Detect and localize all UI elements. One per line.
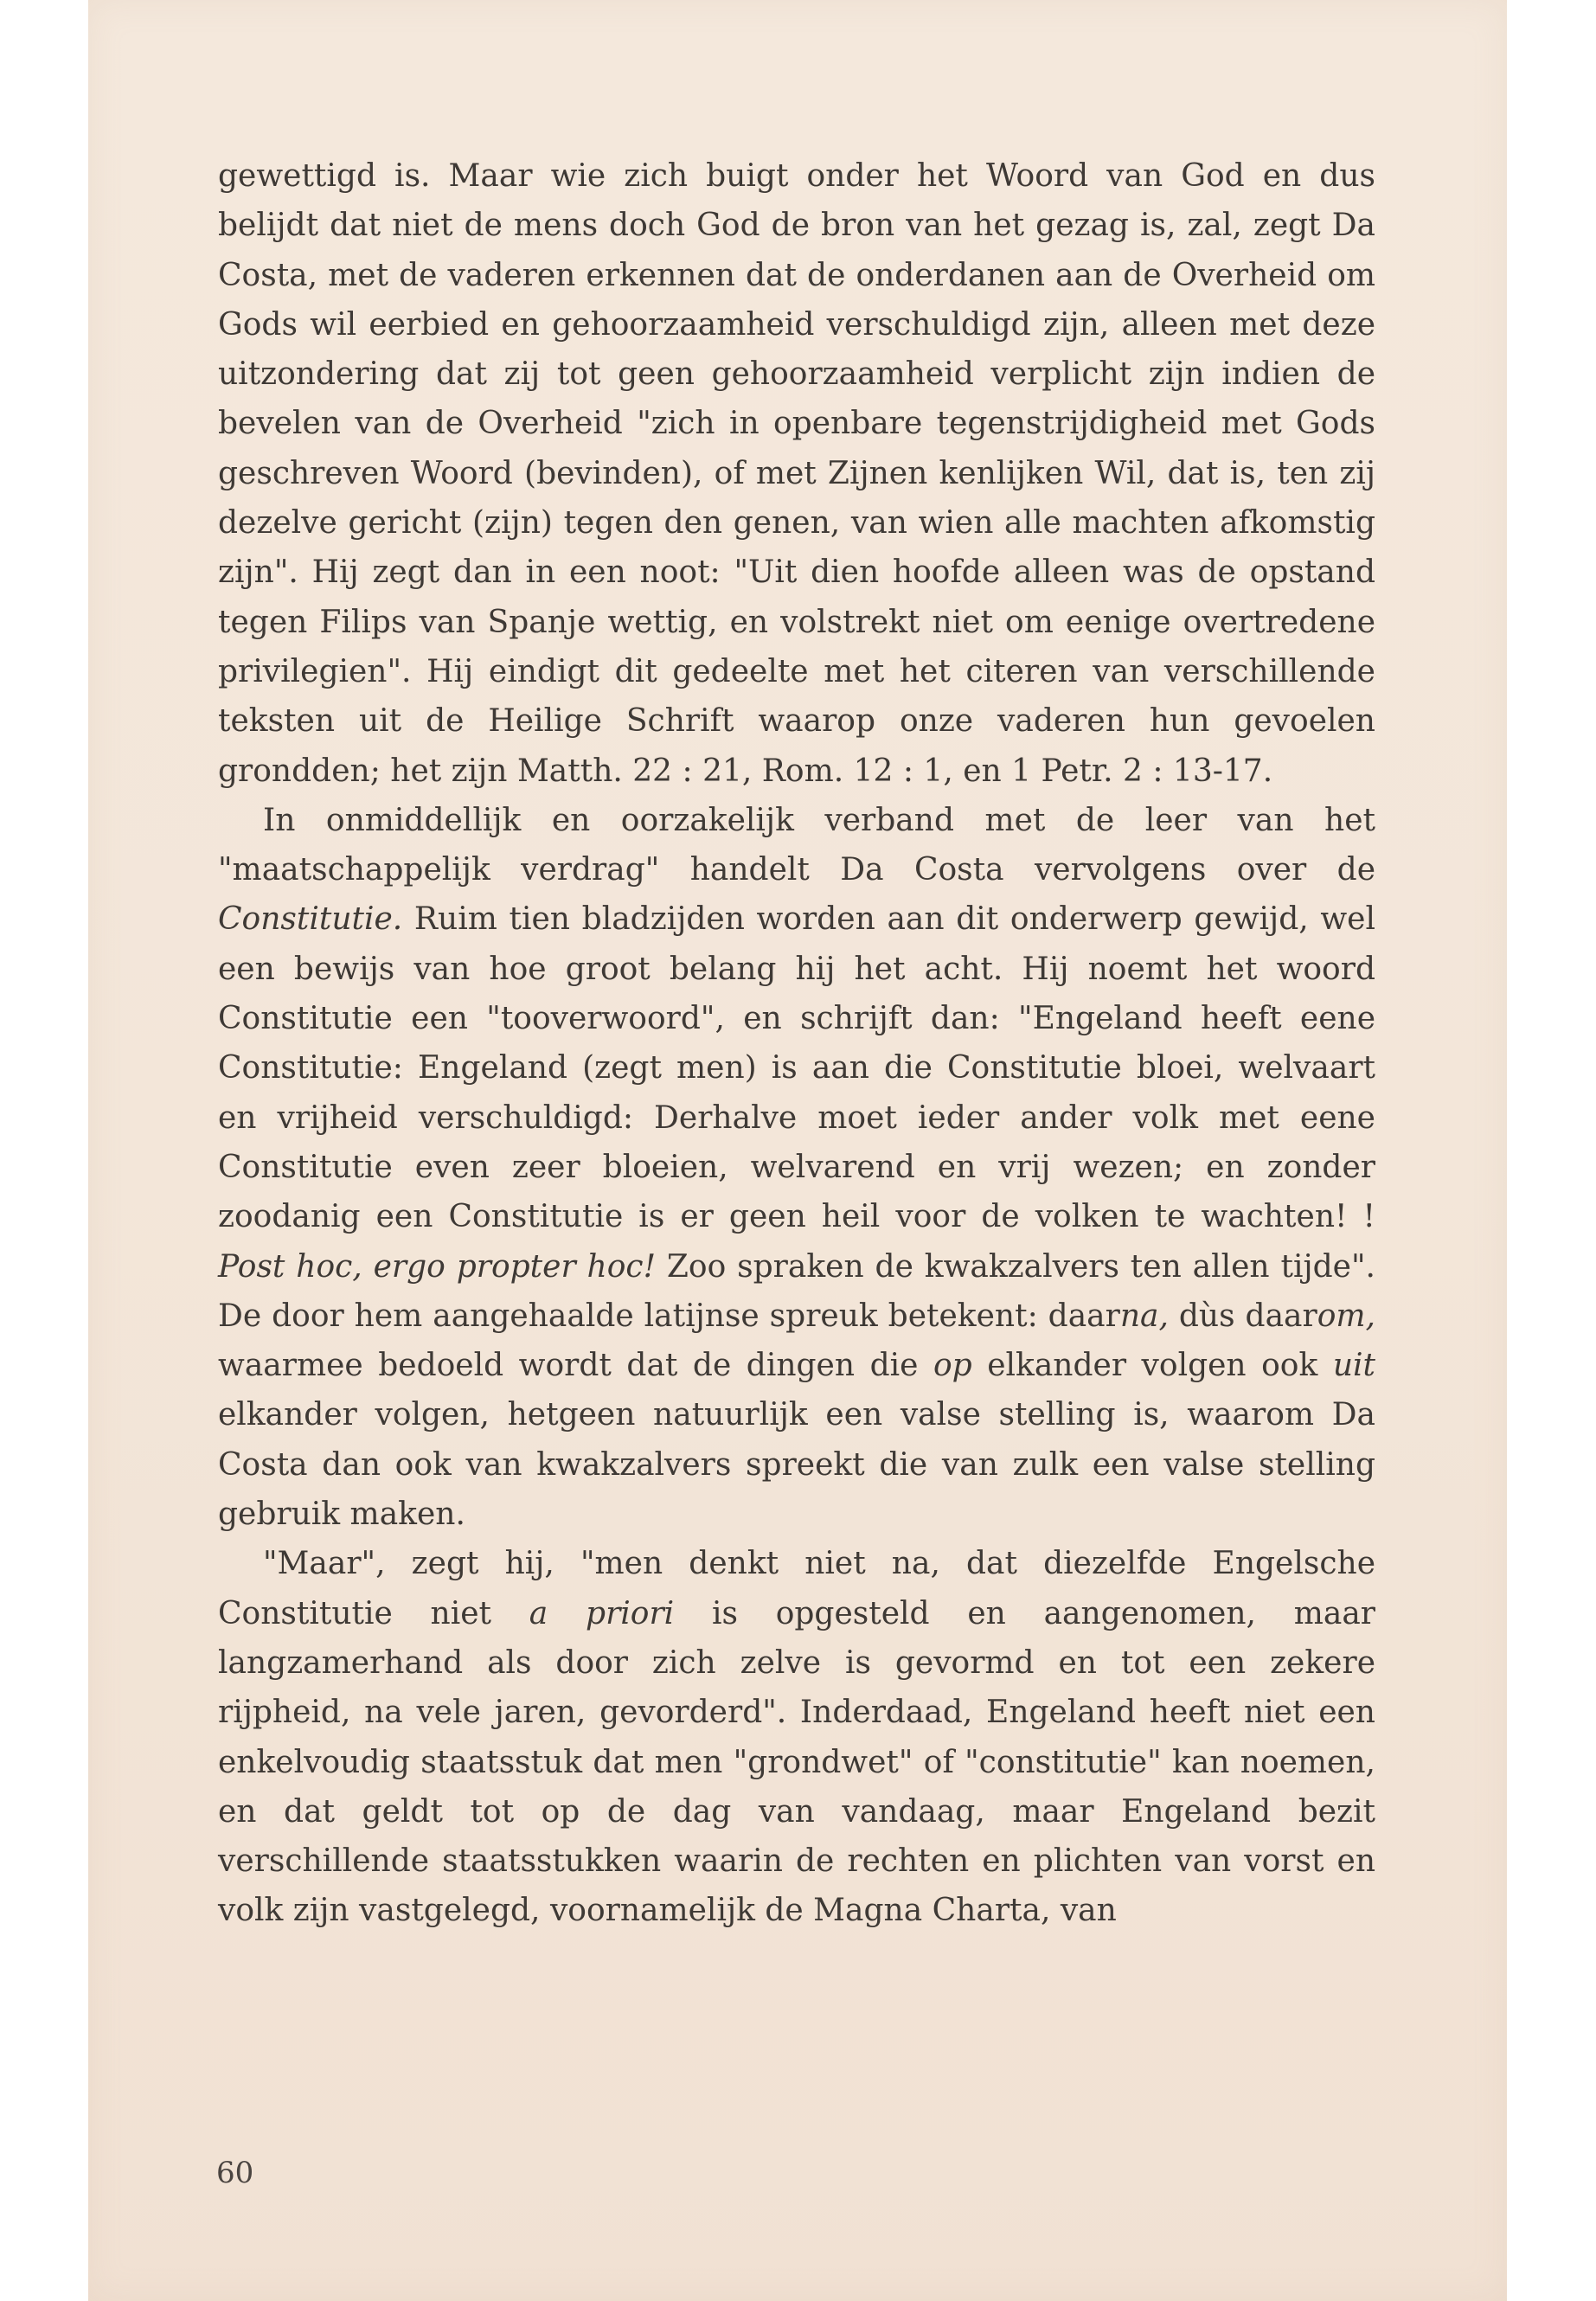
latin-phrase: a priori: [529, 1595, 675, 1631]
paragraph-3: [218, 1539, 1375, 1935]
paragraph-1: [218, 151, 1375, 796]
body-text: [218, 151, 1375, 1936]
paragraph-text: In onmiddellijk en oorzakelijk verband met de leer van het "maatschappelijk verdrag" handelt Da Costa vervolgens over de: [218, 802, 1375, 888]
paragraph-text: elkander volgen, hetgeen natuurlijk een valse stelling is, waarom Da Costa dan ook van kwakzalvers spreekt die van zulk een valse stelling gebruik maken.: [218, 1397, 1375, 1533]
paragraph-text: waarmee bedoeld wordt dat de dingen die: [218, 1348, 933, 1384]
italic-term: Constitutie.: [218, 901, 403, 938]
italic-word: op: [933, 1348, 972, 1384]
paragraph-text: is opgesteld en aangenomen, maar langzamerhand als door zich zelve is gevormd en tot een zekere rijpheid, na vele jaren, gevorderd". Inderdaad, Engeland heeft niet een enkelvoudig staatsstuk dat men "grondwet" of "constitutie" kan noemen, en dat geldt tot op de dag van vandaag, maar Engeland bezit verschillende staatsstukken waarin de rechten en plichten van vorst en volk zijn vastgelegd, voornamelijk de Magna Charta, van: [218, 1595, 1375, 1929]
paragraph-2: [218, 796, 1375, 1539]
italic-suffix: na,: [1119, 1298, 1169, 1334]
page-number: 60: [216, 2156, 254, 2190]
latin-phrase: Post hoc, ergo propter hoc!: [218, 1248, 657, 1285]
italic-suffix: om,: [1317, 1298, 1375, 1334]
book-page: [88, 0, 1507, 2301]
paragraph-text: "Maar", zegt hij, "men denkt niet na, dat diezelfde Engelsche Constitutie niet: [218, 1546, 1375, 1631]
paragraph-text: Ruim tien bladzijden worden aan dit onderwerp gewijd, wel een bewijs van hoe groot belang hij het acht. Hij noemt het woord Constitutie een "tooverwoord", en schrijft dan: "Engeland heeft eene Constitutie: Engeland (zegt men) is aan die Constitutie bloei, welvaart en vrijheid verschuldigd: Derhalve moet ieder ander volk met eene Constitutie even zeer bloeien, welvarend en vrij wezen; en zonder zoodanig een Constitutie is er geen heil voor de volken te wachten! !: [218, 901, 1375, 1235]
paragraph-text: gewettigd is. Maar wie zich buigt onder het Woord van God en dus belijdt dat niet de mens doch God de bron van het gezag is, zal, zegt Da Costa, met de vaderen erkennen dat de onderdanen aan de Overheid om Gods wil eerbied en gehoorzaamheid verschuldigd zijn, alleen met deze uitzondering dat zij tot geen gehoorzaamheid verplicht zijn indien de bevelen van de Overheid "zich in openbare tegenstrijdigheid met Gods geschreven Woord (bevinden), of met Zijnen kenlijken Wil, dat is, ten zij dezelve gericht (zijn) tegen den genen, van wien alle machten afkomstig zijn". Hij zegt dan in een noot: "Uit dien hoofde alleen was de opstand tegen Filips van Spanje wettig, en volstrekt niet om eenige overtredene privilegien". Hij eindigt dit gedeelte met het citeren van verschillende teksten uit de Heilige Schrift waarop onze vaderen hun gevoelen grondden; het zijn Matth. 22 : 21, Rom. 12 : 1, en 1 Petr. 2 : 13-17.: [218, 158, 1375, 789]
paragraph-text: elkander volgen ook: [971, 1348, 1333, 1384]
paragraph-text: Zoo spraken de kwakzalvers ten allen tijde". De door hem aangehaalde latijnse spreuk betekent: daar: [218, 1248, 1375, 1334]
paragraph-text: dùs daar: [1168, 1298, 1317, 1334]
italic-word: uit: [1332, 1348, 1375, 1384]
